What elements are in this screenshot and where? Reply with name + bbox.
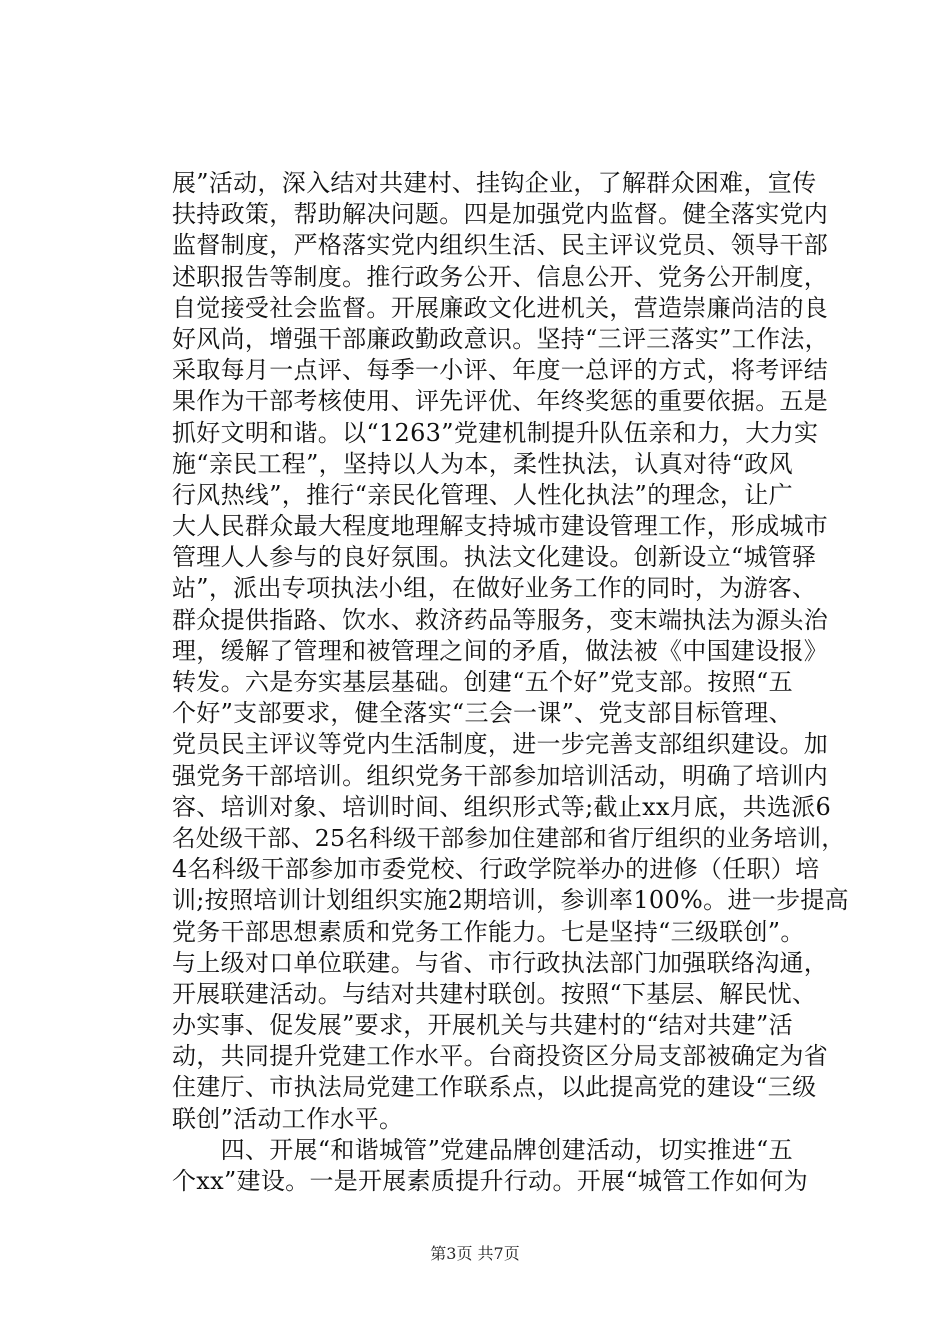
text-line: 联创”活动工作水平。 — [172, 1104, 404, 1133]
text-line: 个好”支部要求，健全落实“三会一课”、党支部目标管理、 — [172, 699, 793, 728]
text-line: 扶持政策，帮助解决问题。四是加强党内监督。健全落实党内 — [172, 200, 829, 229]
document-body — [172, 168, 852, 1197]
text-line: 4名科级干部参加市委党校、行政学院举办的进修（任职）培 — [172, 855, 820, 884]
text-line: 管理人人参与的良好氛围。执法文化建设。创新设立“城管驿 — [172, 543, 817, 572]
text-line: 强党务干部培训。组织党务干部参加培训活动，明确了培训内 — [172, 761, 829, 790]
text-line: 自觉接受社会监督。开展廉政文化进机关，营造崇廉尚洁的良 — [172, 293, 829, 322]
text-line: 转发。六是夯实基层基础。创建“五个好”党支部。按照“五 — [172, 668, 793, 696]
text-line: 站”，派出专项执法小组，在做好业务工作的同时，为游客、 — [172, 574, 817, 603]
text-line: 大人民群众最大程度地理解支持城市建设管理工作，形成城市 — [172, 512, 829, 541]
text-line: 四、开展“和谐城管”党建品牌创建活动，切实推进“五 — [172, 1135, 793, 1164]
text-line: 开展联建活动。与结对共建村联创。按照“下基层、解民忧、 — [172, 979, 817, 1008]
text-line: 抓好文明和谐。以“1263”党建机制提升队伍亲和力，大力实 — [172, 418, 819, 447]
text-line: 理，缓解了管理和被管理之间的矛盾，做法被《中国建设报》 — [172, 636, 829, 665]
text-line: 群众提供指路、饮水、救济药品等服务，变末端执法为源头治 — [172, 605, 829, 634]
page-number: 第3页 共7页 — [430, 1244, 520, 1263]
text-line: 与上级对口单位联建。与省、市行政执法部门加强联络沟通， — [172, 948, 829, 977]
text-line: 展”活动，深入结对共建村、挂钩企业，了解群众困难，宣传 — [172, 169, 817, 197]
text-line: 办实事、促发展”要求，开展机关与共建村的“结对共建”活 — [172, 1011, 793, 1040]
text-line: 动，共同提升党建工作水平。台商投资区分局支部被确定为省 — [172, 1042, 829, 1071]
text-line: 施“亲民工程”，坚持以人为本，柔性执法，认真对待“政风 — [172, 449, 793, 478]
text-line: 党务干部思想素质和党务工作能力。七是坚持“三级联创”。 — [172, 917, 805, 946]
text-line: 容、培训对象、培训时间、组织形式等;截止xx月底，共选派6 — [172, 792, 832, 821]
text-line: 行风热线”，推行“亲民化管理、人性化执法”的理念，让广 — [172, 480, 793, 509]
text-line: 党员民主评议等党内生活制度，进一步完善支部组织建设。加 — [172, 730, 829, 759]
text-line: 好风尚，增强干部廉政勤政意识。坚持“三评三落实”工作法， — [172, 324, 829, 353]
text-line: 述职报告等制度。推行政务公开、信息公开、党务公开制度， — [172, 262, 829, 291]
text-line: 训;按照培训计划组织实施2期培训，参训率100%。进一步提高 — [172, 886, 849, 915]
text-line: 住建厅、市执法局党建工作联系点，以此提高党的建设“三级 — [172, 1073, 817, 1102]
text-line: 果作为干部考核使用、评先评优、年终奖惩的重要依据。五是 — [172, 387, 829, 416]
text-line: 监督制度，严格落实党内组织生活、民主评议党员、领导干部 — [172, 231, 829, 260]
text-line: 个xx”建设。一是开展素质提升行动。开展“城管工作如何为 — [172, 1167, 809, 1195]
text-line: 采取每月一点评、每季一小评、年度一总评的方式，将考评结 — [172, 356, 829, 385]
text-line: 名处级干部、25名科级干部参加住建部和省厅组织的业务培训， — [172, 823, 846, 852]
